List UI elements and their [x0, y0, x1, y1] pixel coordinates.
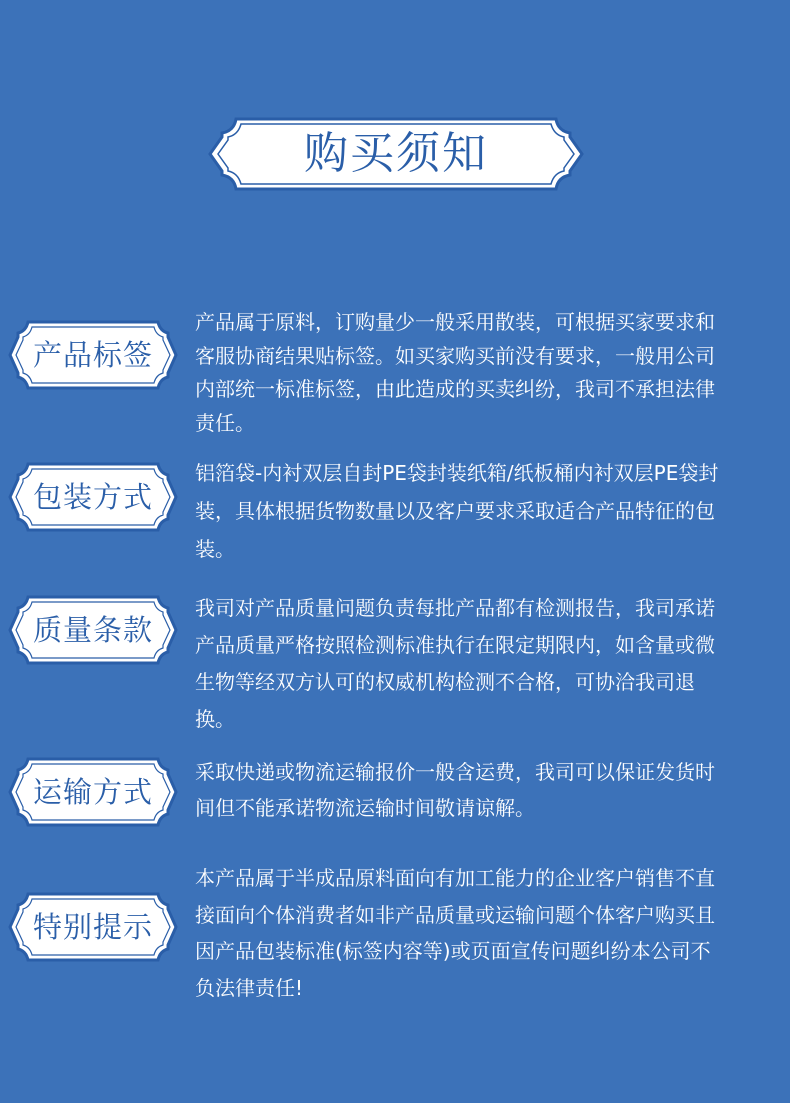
- section-label-badge: [8, 595, 178, 665]
- section-label-badge: [8, 757, 178, 827]
- section-label: 质量条款: [32, 613, 153, 647]
- section-label: 特别提示: [32, 910, 153, 944]
- section-label-badge: [8, 320, 178, 390]
- title-banner: [208, 117, 584, 191]
- section-text: 铝箔袋-内衬双层自封PE袋封装纸箱/纸板桶内衬双层PE袋封装，具体根据货物数量以及客户要求采取适合产品特征的包装。: [195, 461, 719, 561]
- section-label: 包装方式: [32, 480, 153, 514]
- section-text: 采取快递或物流运输报价一般含运费，我司可以保证发货时间但不能承诺物流运输时间敬请谅解。: [195, 760, 715, 820]
- section-label: 产品标签: [32, 338, 153, 372]
- section-label-badge: [8, 892, 178, 962]
- section-label: 运输方式: [32, 775, 153, 809]
- page-title: 购买须知: [304, 128, 488, 179]
- section-text: 本产品属于半成品原料面向有加工能力的企业客户销售不直接面向个体消费者如非产品质量或运输问题个体客户购买且因产品包装标准(标签内容等)或页面宣传问题纠纷本公司不负法律责任!: [195, 866, 715, 1000]
- section-text: 产品属于原料，订购量少一般采用散装，可根据买家要求和客服协商结果贴标签。如买家购买前没有要求，一般用公司内部统一标准标签，由此造成的买卖纠纷，我司不承担法律责任。: [195, 310, 715, 435]
- section-text: 我司对产品质量问题负责每批产品都有检测报告，我司承诺产品质量严格按照检测标准执行在限定期限内，如含量或微生物等经双方认可的权威机构检测不合格，可协洽我司退换。: [195, 596, 715, 731]
- section-label-badge: [8, 462, 178, 532]
